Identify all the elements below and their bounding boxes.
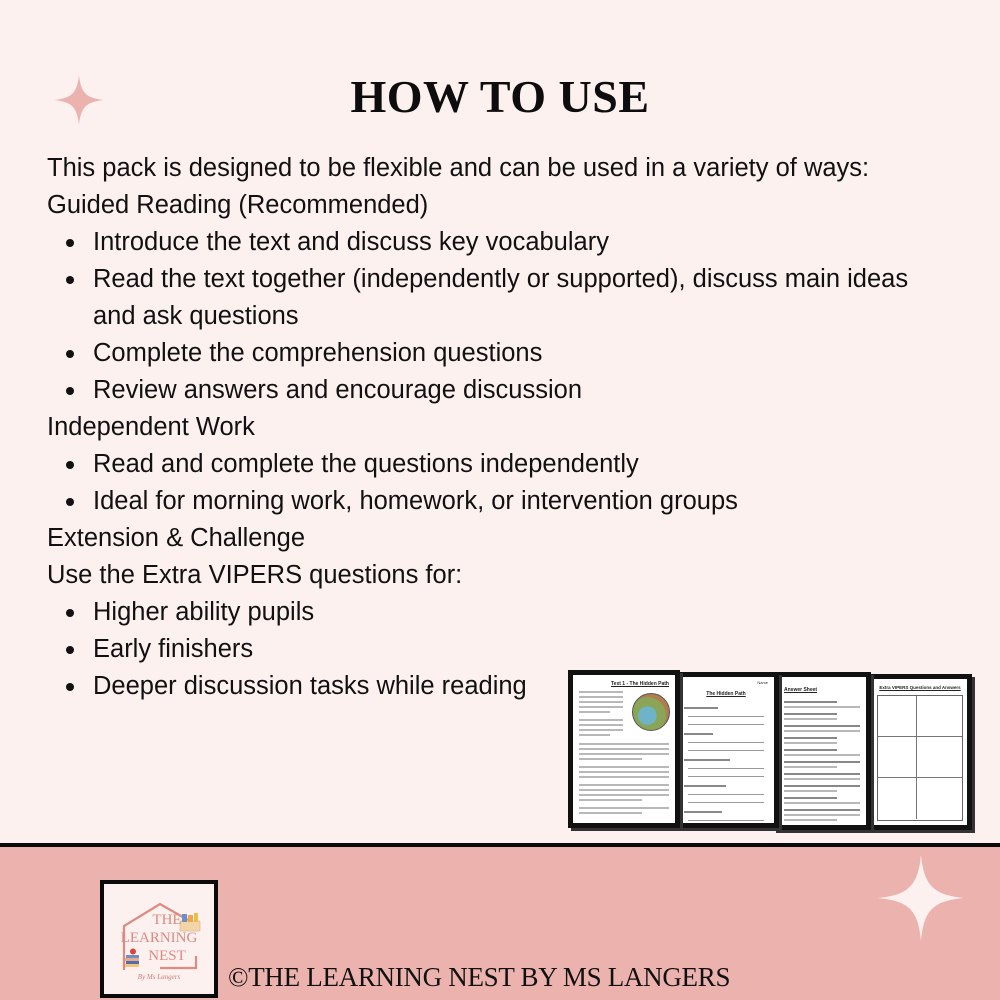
bullet-icon xyxy=(66,350,74,358)
bullet-icon xyxy=(66,461,74,469)
preview-page-text xyxy=(568,670,680,828)
name-field-label: Name xyxy=(757,680,768,685)
bullet-icon xyxy=(66,683,74,691)
copyright-text: ©THE LEARNING NEST BY MS LANGERS xyxy=(228,962,731,992)
bullet-icon xyxy=(66,498,74,506)
worksheet-previews xyxy=(568,668,978,833)
story-illustration-icon xyxy=(632,693,670,731)
logo-text-learning: LEARNING xyxy=(120,930,198,946)
list-item: Early finishers xyxy=(47,631,977,668)
preview-page-title: The Hidden Path xyxy=(706,691,746,697)
list-item: Deeper discussion tasks while reading xyxy=(47,668,977,705)
brand-logo xyxy=(100,880,218,998)
independent-work-list xyxy=(47,446,977,520)
sparkle-icon-footer xyxy=(878,855,964,941)
section-heading-extension: Extension & Challenge xyxy=(47,524,306,552)
bullet-icon xyxy=(66,276,74,284)
page-title: HOW TO USE xyxy=(350,71,650,122)
instructions xyxy=(47,150,977,705)
preview-page-answers xyxy=(773,672,871,830)
section-heading-guided-reading: Guided Reading (Recommended) xyxy=(47,191,429,219)
list-item: Read and complete the questions independently xyxy=(47,446,977,483)
list-item: Introduce the text and discuss key vocabulary xyxy=(47,224,977,261)
logo-text-the: THE xyxy=(152,912,182,928)
list-item: Complete the comprehension questions xyxy=(47,335,977,372)
bullet-icon xyxy=(66,646,74,654)
vipers-table xyxy=(877,695,963,821)
logo-text-nest: NEST xyxy=(148,948,186,964)
guided-reading-list xyxy=(47,224,977,409)
list-item: Higher ability pupils xyxy=(47,594,977,631)
preview-page-title: Extra VIPERS Questions and Answers xyxy=(879,685,961,690)
intro-text: This pack is designed to be flexible and can be used in a variety of ways: xyxy=(47,154,870,182)
list-item: Review answers and encourage discussion xyxy=(47,372,977,409)
preview-page-title: Answer Sheet xyxy=(784,687,818,693)
bullet-icon xyxy=(66,239,74,247)
list-item: Ideal for morning work, homework, or intervention groups xyxy=(47,483,977,520)
logo-byline: By Ms Langers xyxy=(137,973,181,981)
bullet-icon xyxy=(66,609,74,617)
preview-page-title: Text 1 - The Hidden Path xyxy=(611,681,669,687)
preview-page-vipers xyxy=(868,674,972,830)
extension-subheading: Use the Extra VIPERS questions for: xyxy=(47,561,463,589)
list-item: Read the text together (independently or supported), discuss main ideas and ask questions xyxy=(47,261,977,335)
bullet-icon xyxy=(66,387,74,395)
preview-page-questions xyxy=(673,672,779,828)
section-heading-independent-work: Independent Work xyxy=(47,413,255,441)
